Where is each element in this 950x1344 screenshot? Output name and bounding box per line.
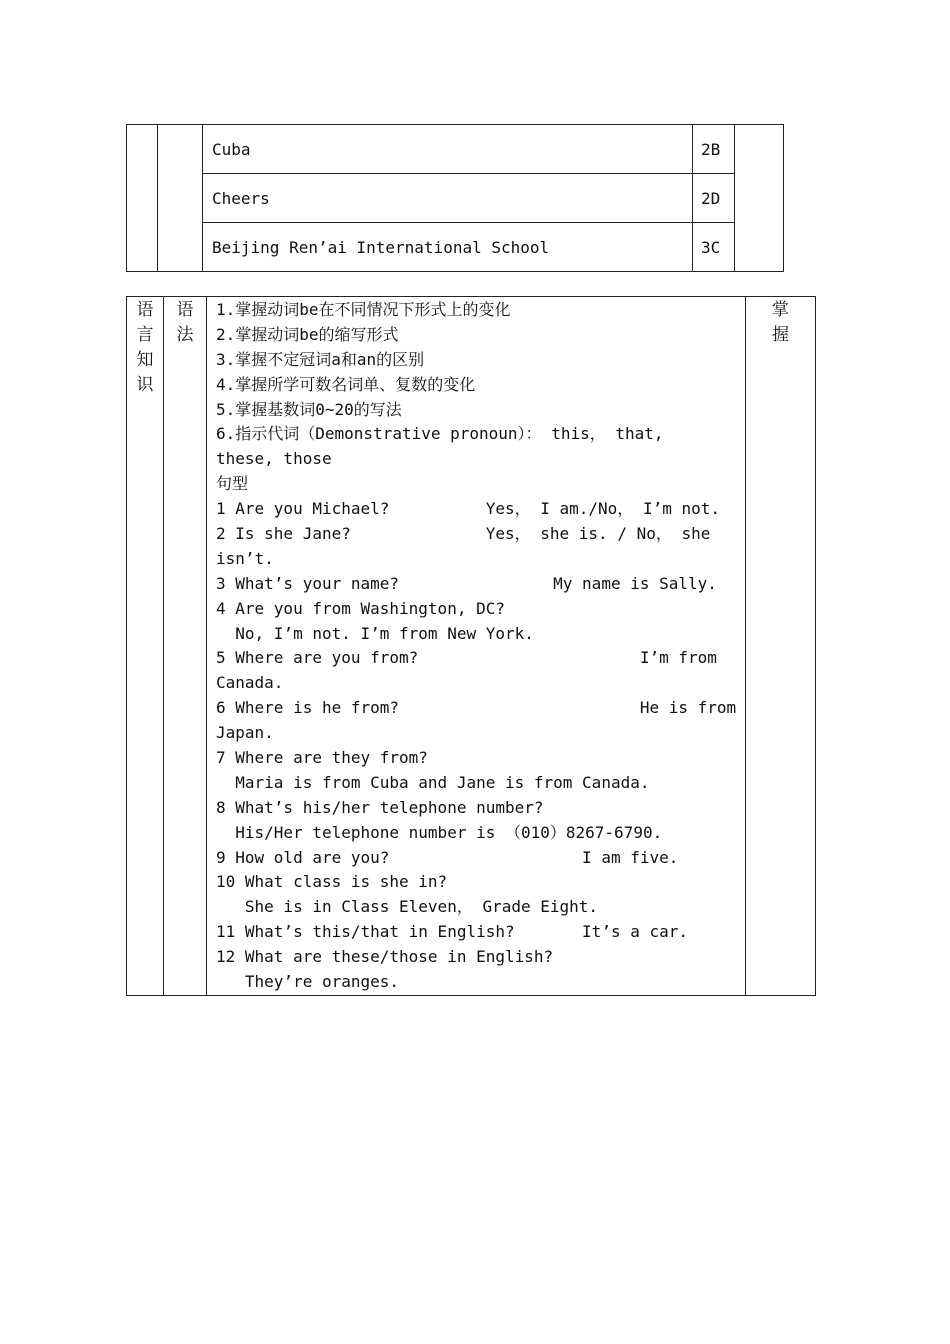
category-char: 言 xyxy=(136,325,154,345)
requirement-char: 掌 xyxy=(772,300,789,320)
vocab-code: 2D xyxy=(693,174,735,223)
empty-cell xyxy=(127,125,158,272)
subcategory-cell xyxy=(164,297,207,996)
sentence-pattern: 10 What class is she in? xyxy=(216,872,448,892)
grammar-point: 4.掌握所学可数名词单、复数的变化 xyxy=(216,374,476,394)
category-char: 语 xyxy=(136,300,154,320)
requirement-char: 握 xyxy=(772,325,789,345)
vocabulary-table xyxy=(126,124,784,272)
category-char: 识 xyxy=(136,375,154,395)
grammar-point: 6.指示代词（Demonstrative pronoun）： this， that, xyxy=(216,424,664,444)
subcategory-char: 法 xyxy=(176,325,194,345)
grammar-table xyxy=(126,296,816,996)
category-cell xyxy=(127,297,164,996)
sentence-pattern: Canada. xyxy=(216,673,284,693)
empty-cell xyxy=(735,125,784,272)
sentence-pattern: 3 What’s your name? My name is Sally. xyxy=(216,573,717,593)
grammar-point: 5.掌握基数词0~20的写法 xyxy=(216,399,402,419)
vocab-word: Cheers xyxy=(203,174,693,223)
subcategory-char: 语 xyxy=(176,300,194,320)
category-char: 知 xyxy=(136,350,154,370)
patterns-title: 句型 xyxy=(216,474,249,494)
sentence-pattern: 11 What’s this/that in English? It’s a car. xyxy=(216,922,689,942)
table-row xyxy=(127,125,784,174)
sentence-pattern: No, I’m not. I’m from New York. xyxy=(216,623,534,643)
table-row xyxy=(127,297,816,996)
vocab-code: 3C xyxy=(693,223,735,272)
sentence-pattern: isn’t. xyxy=(216,548,274,568)
vocab-word: Beijing Ren’ai International School xyxy=(203,223,693,272)
grammar-point: these, those xyxy=(216,449,332,469)
vocab-code: 2B xyxy=(693,125,735,174)
sentence-pattern: They’re oranges. xyxy=(216,972,400,992)
sentence-pattern: Japan. xyxy=(216,723,274,743)
requirement-cell xyxy=(746,297,816,996)
table-row xyxy=(127,174,784,223)
vocab-word: Cuba xyxy=(203,125,693,174)
sentence-pattern: 4 Are you from Washington, DC? xyxy=(216,598,505,618)
table-row xyxy=(127,223,784,272)
sentence-pattern: Maria is from Cuba and Jane is from Canada. xyxy=(216,772,650,792)
sentence-pattern: 2 Is she Jane? Yes， she is. / No， she xyxy=(216,524,711,544)
sentence-pattern: 6 Where is he from? He is from xyxy=(216,698,737,718)
grammar-point: 3.掌握不定冠词a和an的区别 xyxy=(216,349,425,369)
sentence-pattern: 12 What are these/those in English? xyxy=(216,947,554,967)
sentence-pattern: 1 Are you Michael? Yes， I am./No， I’m not. xyxy=(216,499,721,519)
sentence-pattern: 5 Where are you from? I’m from xyxy=(216,648,717,668)
grammar-content xyxy=(207,297,746,996)
empty-cell xyxy=(158,125,203,272)
sentence-pattern: His/Her telephone number is （010）8267-6790. xyxy=(216,822,663,842)
grammar-point: 2.掌握动词be的缩写形式 xyxy=(216,324,399,344)
sentence-pattern: 7 Where are they from? xyxy=(216,748,428,768)
grammar-point: 1.掌握动词be在不同情况下形式上的变化 xyxy=(216,300,511,319)
sentence-pattern: 8 What’s his/her telephone number? xyxy=(216,797,544,817)
sentence-pattern: She is in Class Eleven， Grade Eight. xyxy=(216,897,599,917)
sentence-pattern: 9 How old are you? I am five. xyxy=(216,847,679,867)
